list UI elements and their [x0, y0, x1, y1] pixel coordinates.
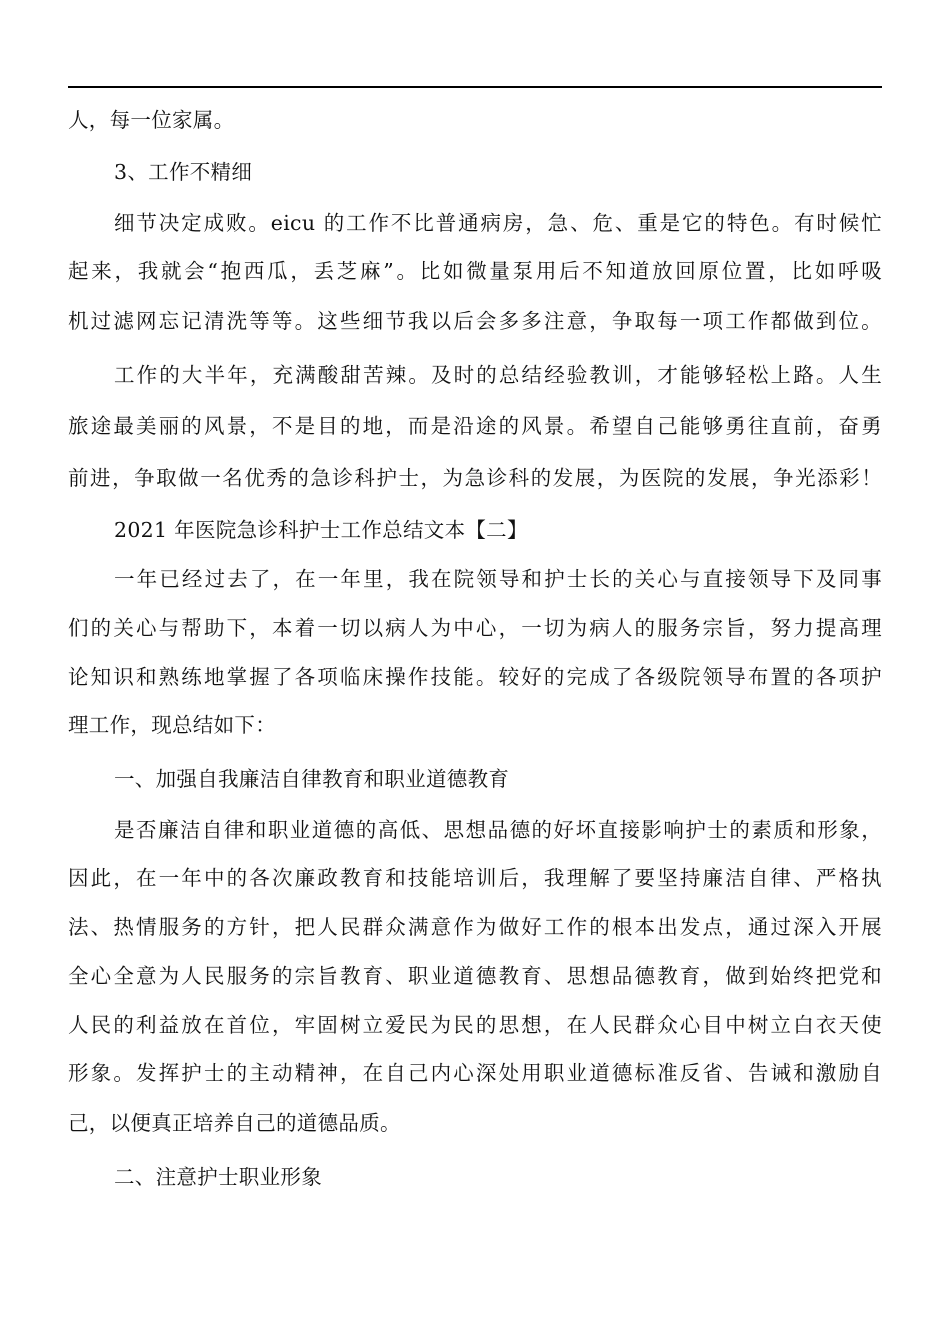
text-line: 起来，我就会“抱西瓜，丢芝麻”。比如微量泵用后不知道放回原位置，比如呼吸 — [68, 259, 882, 283]
text-line: 人，每一位家属。 — [68, 108, 235, 132]
text-line: 一年已经过去了，在一年里，我在院领导和护士长的关心与直接领导下及同事 — [114, 567, 882, 591]
text-line: 前进，争取做一名优秀的急诊科护士，为急诊科的发展，为医院的发展，争光添彩！ — [68, 466, 882, 490]
text-line: 形象。发挥护士的主动精神，在自己内心深处用职业道德标准反省、告诫和激励自 — [68, 1061, 882, 1085]
text-line: 是否廉洁自律和职业道德的高低、思想品德的好坏直接影响护士的素质和形象， — [114, 818, 882, 842]
text-line: 一、加强自我廉洁自律教育和职业道德教育 — [114, 767, 510, 791]
text-line: 细节决定成败。eicu 的工作不比普通病房，急、危、重是它的特色。有时候忙 — [114, 211, 882, 235]
header-rule — [68, 86, 882, 88]
text-line: 3、工作不精细 — [114, 160, 253, 184]
text-line: 旅途最美丽的风景，不是目的地，而是沿途的风景。希望自己能够勇往直前，奋勇 — [68, 414, 882, 438]
text-line: 己，以便真正培养自己的道德品质。 — [68, 1111, 401, 1135]
text-line: 二、注意护士职业形象 — [114, 1165, 322, 1189]
text-line: 们的关心与帮助下，本着一切以病人为中心，一切为病人的服务宗旨，努力提高理 — [68, 616, 882, 640]
text-line: 人民的利益放在首位，牢固树立爱民为民的思想，在人民群众心目中树立白衣天使 — [68, 1013, 882, 1037]
text-line: 全心全意为人民服务的宗旨教育、职业道德教育、思想品德教育，做到始终把党和 — [68, 964, 882, 988]
text-line: 2021 年医院急诊科护士工作总结文本【二】 — [114, 518, 528, 542]
text-line: 工作的大半年，充满酸甜苦辣。及时的总结经验教训，才能够轻松上路。人生 — [114, 363, 882, 387]
text-line: 机过滤网忘记清洗等等。这些细节我以后会多多注意，争取每一项工作都做到位。 — [68, 309, 882, 333]
text-line: 理工作，现总结如下： — [68, 713, 276, 737]
text-line: 因此，在一年中的各次廉政教育和技能培训后，我理解了要坚持廉洁自律、严格执 — [68, 866, 882, 890]
text-line: 法、热情服务的方针，把人民群众满意作为做好工作的根本出发点，通过深入开展 — [68, 915, 882, 939]
text-line: 论知识和熟练地掌握了各项临床操作技能。较好的完成了各级院领导布置的各项护 — [68, 665, 882, 689]
